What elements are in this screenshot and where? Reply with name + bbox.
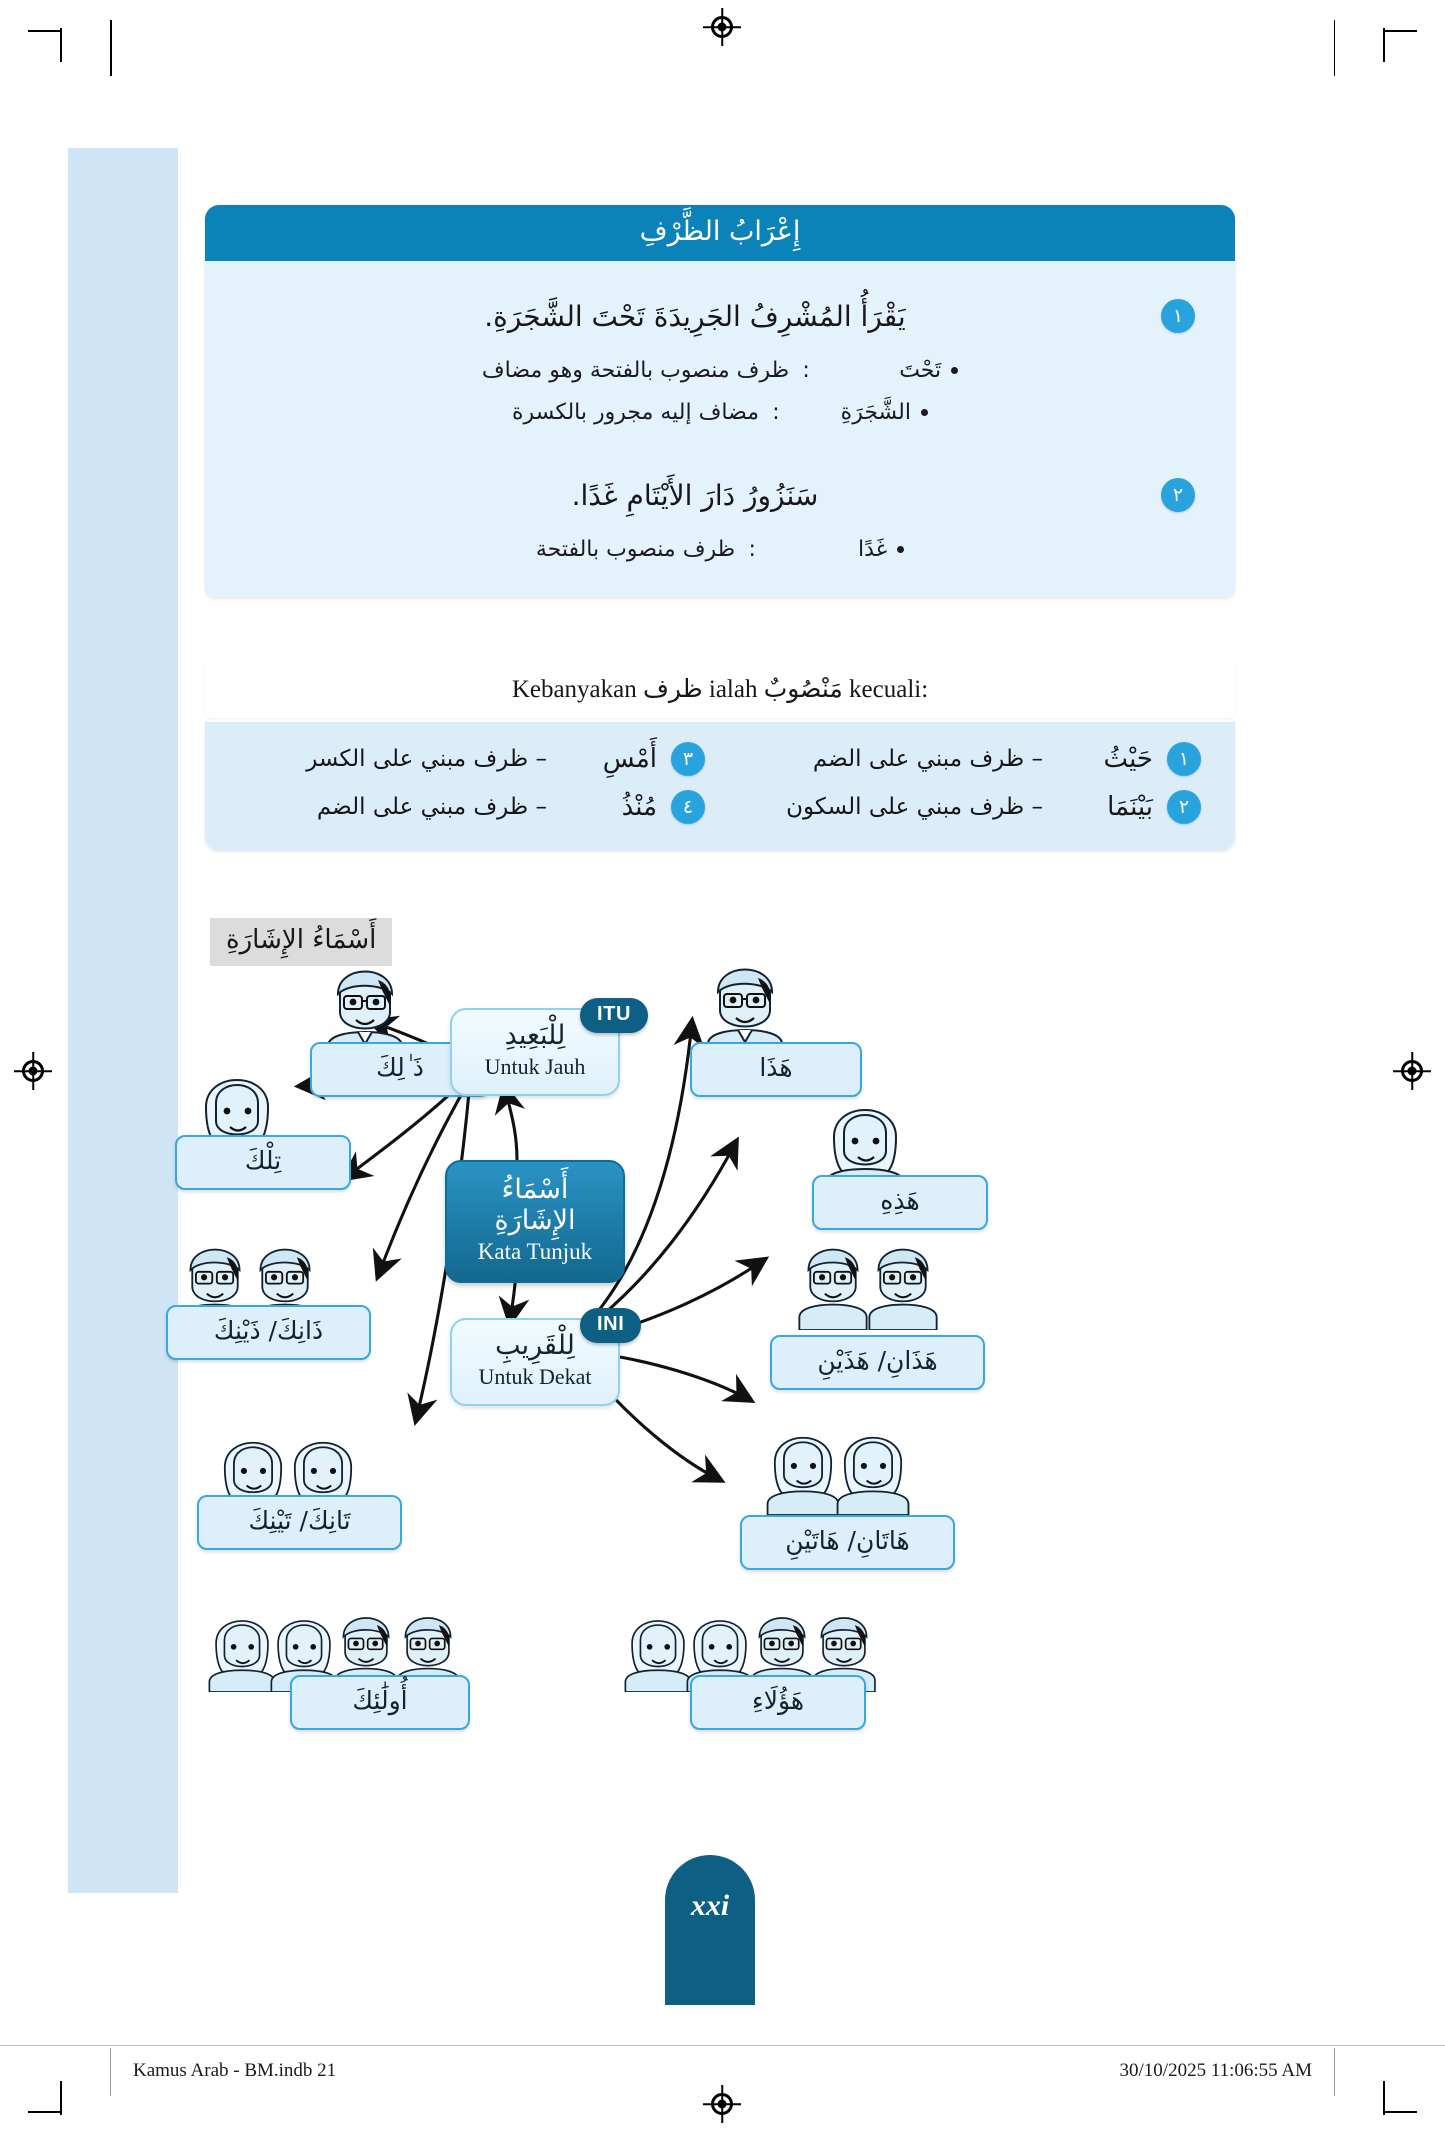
- footer-timestamp: 30/10/2025 11:06:55 AM: [1119, 2060, 1312, 2081]
- node-tilka[interactable]: تِلْكَ: [175, 1135, 351, 1190]
- bullet-dot-icon: [897, 546, 904, 553]
- grammar-card-title: إِعْرَابُ الظَّرْفِ: [205, 205, 1235, 261]
- example-bullet-list: [245, 350, 1195, 434]
- bullet-description: ظرف منصوب بالفتحة: [535, 537, 736, 563]
- grammar-card: [205, 205, 1235, 597]
- exception-item: [735, 742, 1201, 776]
- bullet-dot-icon: [951, 367, 958, 374]
- bullet-item: [245, 350, 1195, 392]
- example-sentence: سَنَزُورُ دَارَ الأَيْتَامِ غَدًا.: [571, 478, 819, 512]
- exception-word: مُنْذُ: [621, 792, 657, 822]
- node-dhalika[interactable]: ذَ ٰلِكَ: [310, 1042, 490, 1097]
- figure-group-two-boys-near: [790, 1230, 946, 1330]
- section-tag: أَسْمَاءُ الإِشَارَةِ: [210, 918, 392, 966]
- footer-right-rule: [1334, 2048, 1335, 2096]
- bullet-term: تَحْتَ: [899, 358, 942, 384]
- figure-group-two-girls-near: [760, 1415, 916, 1515]
- hub-center-malay: Kata Tunjuk: [477, 1239, 593, 1264]
- exception-word: بَيْنَمَا: [1107, 792, 1153, 822]
- example-sentence: يَقْرَأُ المُشْرِفُ الجَرِيدَةَ تَحْتَ الشَّجَرَةِ.: [484, 300, 906, 333]
- kecuali-arabic-word: ظرف: [643, 674, 703, 703]
- bullet-colon: :: [802, 358, 810, 384]
- node-dhanika[interactable]: ذَانِكَ/ ذَيْنِكَ: [166, 1305, 371, 1360]
- node-tanika[interactable]: تَانِكَ/ تَيْنِكَ: [197, 1495, 402, 1550]
- demonstratives-diagram: [180, 960, 1270, 1890]
- hub-center[interactable]: [445, 1160, 625, 1283]
- node-haulai[interactable]: هَؤُلَاءِ: [690, 1675, 866, 1730]
- example-number-badge: ٢: [1161, 478, 1195, 512]
- exception-item: [239, 742, 705, 776]
- bullet-item: [245, 392, 1195, 434]
- page-number: xxi: [690, 1889, 730, 1922]
- girl-figure-icon: [830, 1415, 916, 1515]
- pill-ini: INI: [580, 1308, 641, 1343]
- exception-description: – ظرف مبني على الكسر: [306, 746, 547, 772]
- exception-number-badge: ٤: [671, 790, 705, 824]
- bullet-description: ظرف منصوب بالفتحة وهو مضاف: [481, 358, 790, 384]
- boy-figure-icon: [860, 1230, 946, 1330]
- exception-item: [735, 790, 1201, 824]
- footer-divider: [0, 2045, 1445, 2046]
- kecuali-prefix: Kebanyakan: [511, 676, 637, 703]
- exception-word: أَمْسِ: [602, 744, 657, 774]
- example-row: [245, 472, 1195, 517]
- pill-itu: ITU: [580, 998, 648, 1033]
- hub-center-arabic: أَسْمَاءُ الإِشَارَةِ: [494, 1174, 576, 1236]
- footer-left-rule: [110, 2048, 111, 2096]
- bullet-colon: :: [772, 400, 780, 426]
- kecuali-middle: ialah: [708, 676, 758, 703]
- bullet-item: [245, 529, 1195, 571]
- exception-number-badge: ٣: [671, 742, 705, 776]
- bullet-dot-icon: [921, 409, 928, 416]
- hub-near-malay: Untuk Dekat: [478, 1364, 592, 1389]
- exception-word: حَيْثُ: [1103, 744, 1153, 774]
- example-number-badge: ١: [1161, 299, 1195, 333]
- bullet-colon: :: [748, 537, 756, 563]
- example-row: [245, 293, 1195, 338]
- exception-number-badge: ٢: [1167, 790, 1201, 824]
- exception-description: – ظرف مبني على الضم: [316, 794, 547, 820]
- node-hadhihi[interactable]: هَذِهِ: [812, 1175, 988, 1230]
- node-hadhani[interactable]: هَذَانِ/ هَذَيْنِ: [770, 1335, 985, 1390]
- exception-description: – ظرف مبني على السكون: [786, 794, 1043, 820]
- page-number-tab: [665, 1855, 755, 2005]
- node-hatani[interactable]: هَاتَانِ/ هَاتَيْنِ: [740, 1515, 955, 1570]
- hub-near-arabic: لِلْقَرِيبِ: [495, 1330, 575, 1361]
- node-hadha[interactable]: هَذَا: [690, 1042, 862, 1097]
- exception-item: [239, 790, 705, 824]
- grammar-card-body: [205, 261, 1235, 597]
- node-ulaika[interactable]: أُولَٰئِكَ: [290, 1675, 470, 1730]
- bullet-term: غَدًا: [857, 537, 888, 563]
- exception-description: – ظرف مبني على الضم: [812, 746, 1043, 772]
- kecuali-suffix: kecuali:: [849, 676, 929, 703]
- exception-list: [205, 722, 1235, 850]
- exception-number-badge: ١: [1167, 742, 1201, 776]
- footer-filename: Kamus Arab - BM.indb 21: [133, 2060, 337, 2081]
- kecuali-note: [205, 662, 1235, 718]
- hub-far-malay: Untuk Jauh: [484, 1054, 586, 1079]
- bullet-term: الشَّجَرَةِ: [840, 400, 911, 426]
- hub-far-arabic: لِلْبَعِيدِ: [504, 1020, 566, 1051]
- example-bullet-list: [245, 529, 1195, 571]
- kecuali-arabic-state: مَنْصُوبٌ: [763, 674, 843, 703]
- bullet-description: مضاف إليه مجرور بالكسرة: [512, 400, 759, 426]
